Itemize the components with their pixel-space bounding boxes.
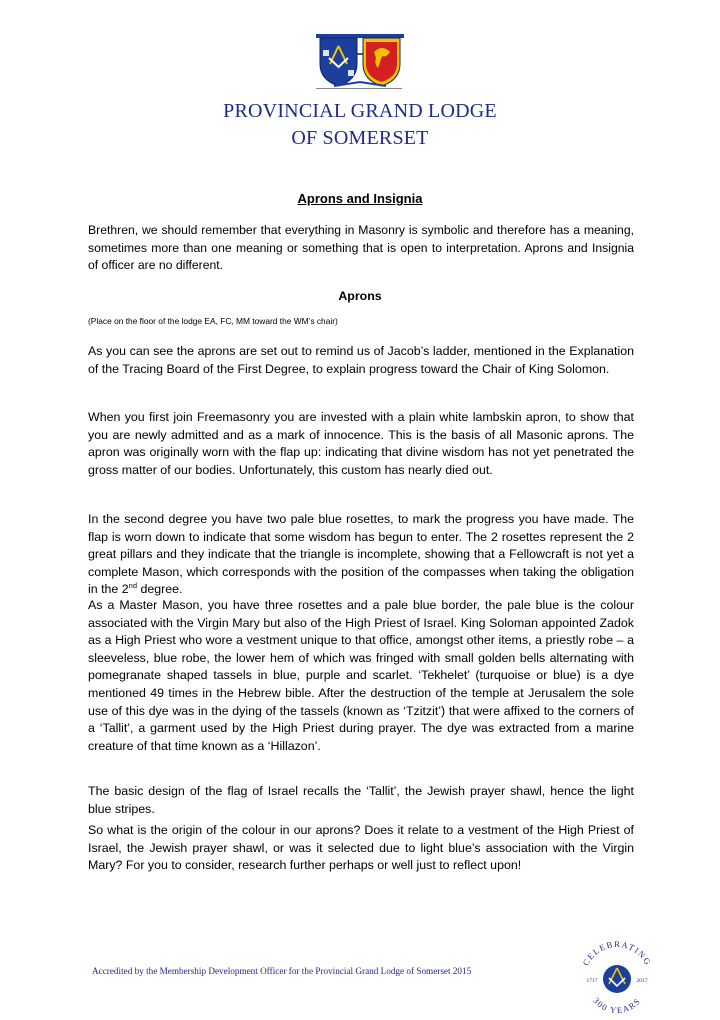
paragraph-first-degree: When you first join Freemasonry you are invested with a plain white lambskin apron, to show that you are newly admitted and as a mark of innocence. This is the basis of all Masonic aprons. The apron was originally worn with the flap up: indicating that divine wisdom has not yet penetrated the gross matter of our bodies. Unfortunately, this custom has nearly died out. xyxy=(88,410,634,477)
paragraph-closing-question: So what is the origin of the colour in our aprons? Does it relate to a vestment of the High Priest of Israel, the Jewish prayer shawl, or was it selected due to light blue’s association with the Virgin Mary? For you to consider, research further perhaps or well just to reflect upon! xyxy=(88,823,634,873)
seal-year-right: 2017 xyxy=(636,978,648,984)
svg-text:300 YEARS: 300 YEARS xyxy=(591,995,643,1016)
placement-note: (Place on the floor of the lodge EA, FC, MM toward the WM’s chair) xyxy=(88,316,338,326)
crest-divider xyxy=(316,88,402,89)
svg-text:CELEBRATING: CELEBRATING xyxy=(580,938,654,968)
document-title: Aprons and Insignia xyxy=(297,191,423,206)
lodge-title xyxy=(0,98,720,152)
second-degree-end: degree. xyxy=(137,582,183,597)
intro-paragraph: Brethren, we should remember that everything in Masonry is symbolic and therefore has a meaning, sometimes more than one meaning or something that is open to interpretation. Aprons and Insignia of officer are no different. xyxy=(88,223,634,273)
paragraph-second-degree xyxy=(88,511,634,599)
paragraph-master-mason: As a Master Mason, you have three rosettes and a pale blue border, the pale blue is the colour associated with the Virgin Mary but also of the High Priest of Israel. King Soloman appointed Zadok as a High Priest who wore a vestment unique to that office, amongst other items, a priestly robe – a sleeveless, blue robe, the lower hem of which was fringed with small golden bells alternating with pomegranate shaped tassels in blue, purple and scarlet. ‘Tekhelet’ (turquoise or blue) is a dye mentioned 49 times in the Hebrew bible. After the destruction of the temple at Jerusalem the sole use of this dye was in the dying of the tassels (known as ‘Tzitzit’) that were affixed to the corners of a ‘Tallit’, a garment used by the High Priest during prayer. The dye was extracted from a marine creature of that time known as a ‘Hillazon’. xyxy=(88,598,634,753)
provincial-crest-icon xyxy=(316,34,404,90)
footer-accreditation: Accredited by the Membership Development Officer for the Provincial Grand Lodge of Somerset 2015 xyxy=(92,966,472,976)
section-heading: Aprons xyxy=(338,289,382,303)
paragraph-flag-of-israel: The basic design of the flag of Israel recalls the ‘Tallit’, the Jewish prayer shawl, hence the light blue stripes. xyxy=(88,784,634,816)
lodge-title-line2: OF SOMERSET xyxy=(291,127,429,149)
seal-year-left: 1717 xyxy=(586,978,598,984)
tercentenary-seal-icon xyxy=(576,938,658,1020)
ordinal-superscript: nd xyxy=(128,581,137,591)
paragraph-jacobs-ladder: As you can see the aprons are set out to remind us of Jacob’s ladder, mentioned in the Explanation of the Tracing Board of the First Degree, to explain progress toward the Chair of King Solomon. xyxy=(88,344,634,376)
second-degree-text: In the second degree you have two pale blue rosettes, to mark the progress you have made. The flap is worn down to indicate that some wisdom has begun to enter. The 2 rosettes represent the 2 great pillars and they indicate that the triangle is incomplete, showing that a Fellowcraft is not yet a complete Mason, which corresponds with the position of the compasses when taking the obligation in the 2 xyxy=(88,512,634,597)
lodge-title-line1: PROVINCIAL GRAND LODGE xyxy=(223,100,497,122)
